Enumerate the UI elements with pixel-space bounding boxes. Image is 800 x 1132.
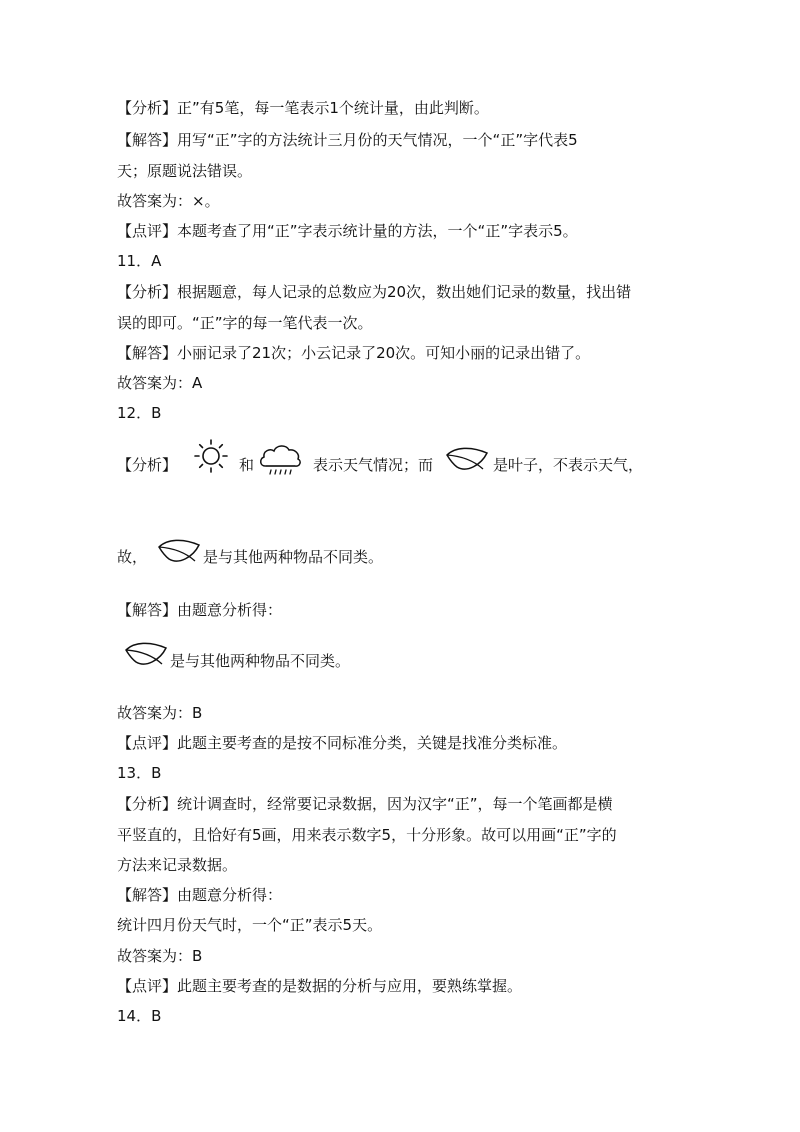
question-number: 14．B — [117, 1007, 162, 1025]
text-line: 【点评】此题主要考查的是按不同标准分类，关键是找准分类标准。 — [117, 734, 568, 752]
text-line: 误的即可。“正”字的每一笔代表一次。 — [117, 314, 373, 332]
text-line: 【解答】由题意分析得： — [117, 601, 283, 619]
question-number: 11．A — [117, 252, 162, 270]
text-line: 【分析】根据题意，每人记录的总数应为20次，数出她们记录的数量，找出错 — [117, 283, 632, 301]
text-line: 故答案为：×。 — [117, 192, 220, 210]
text-line: 【分析】 — [117, 456, 178, 474]
text-line: 是叶子，不表示天气， — [493, 456, 644, 474]
leaf-icon — [124, 640, 170, 670]
text-line: 表示天气情况；而 — [313, 456, 434, 474]
text-line: 【点评】此题主要考查的是数据的分析与应用，要熟练掌握。 — [117, 977, 523, 995]
text-line: 和 — [239, 456, 255, 474]
text-line: 故答案为：B — [117, 704, 203, 722]
text-line: 是与其他两种物品不同类。 — [170, 652, 351, 670]
text-line: 天；原题说法错误。 — [117, 162, 253, 180]
rain-cloud-icon — [257, 440, 303, 478]
text-line: 方法来记录数据。 — [117, 856, 238, 874]
leaf-icon — [157, 537, 203, 567]
text-line: 统计四月份天气时，一个“正”表示5天。 — [117, 916, 383, 934]
text-line: 【分析】正”有5笔，每一笔表示1个统计量，由此判断。 — [117, 99, 489, 117]
text-line: 【分析】统计调查时，经常要记录数据，因为汉字“正”，每一个笔画都是横 — [117, 795, 613, 813]
text-line: 【解答】用写“正”字的方法统计三月份的天气情况，一个“正”字代表5 — [117, 131, 578, 149]
text-line: 故答案为：A — [117, 374, 203, 392]
sun-icon — [193, 438, 229, 474]
text-line: 【点评】本题考查了用“正”字表示统计量的方法，一个“正”字表示5。 — [117, 222, 578, 240]
leaf-icon — [445, 445, 491, 475]
question-number: 12．B — [117, 404, 162, 422]
text-line: 故答案为：B — [117, 947, 203, 965]
text-line: 故， — [117, 548, 148, 566]
text-line: 平竖直的，且恰好有5画，用来表示数字5，十分形象。故可以用画“正”字的 — [117, 826, 617, 844]
text-line: 【解答】小丽记录了21次；小云记录了20次。可知小丽的记录出错了。 — [117, 344, 591, 362]
text-line: 是与其他两种物品不同类。 — [203, 548, 384, 566]
question-number: 13．B — [117, 764, 162, 782]
text-line: 【解答】由题意分析得： — [117, 886, 283, 904]
